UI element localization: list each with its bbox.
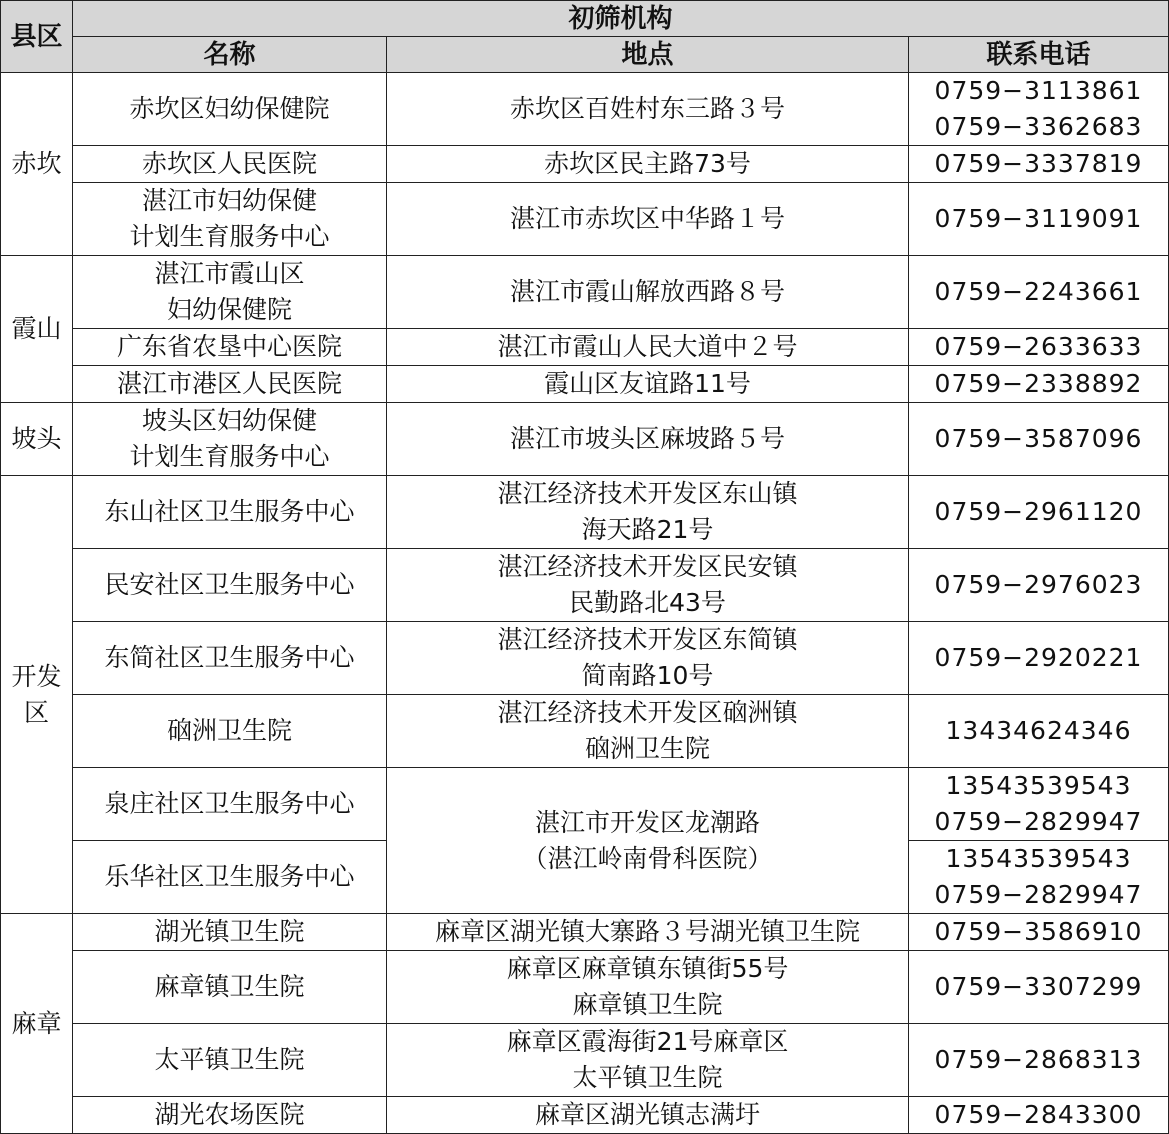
- phone-cell: 0759−2843300: [909, 1097, 1169, 1134]
- table-row: [1, 951, 1169, 1024]
- name-cell: 硇洲卫生院: [73, 695, 387, 768]
- table-row: [1, 256, 1169, 329]
- name-cell: 赤坎区妇幼保健院: [73, 73, 387, 146]
- district-cell: 坡头: [1, 403, 73, 476]
- name-cell: 泉庄社区卫生服务中心: [73, 768, 387, 841]
- address-cell: 湛江市霞山解放西路８号: [387, 256, 909, 329]
- name-cell: 麻章镇卫生院: [73, 951, 387, 1024]
- name-cell: 广东省农垦中心医院: [73, 329, 387, 366]
- address-cell: 麻章区霞海街21号麻章区 太平镇卫生院: [387, 1024, 909, 1097]
- phone-cell: 0759−2243661: [909, 256, 1169, 329]
- address-cell: 麻章区麻章镇东镇街55号 麻章镇卫生院: [387, 951, 909, 1024]
- district-cell: 麻章: [1, 914, 73, 1134]
- table-row: [1, 366, 1169, 403]
- name-cell: 东简社区卫生服务中心: [73, 622, 387, 695]
- address-cell: 赤坎区百姓村东三路３号: [387, 73, 909, 146]
- table-row: [1, 403, 1169, 476]
- phone-cell: 0759−3586910: [909, 914, 1169, 951]
- table-row: [1, 476, 1169, 549]
- table-row: [1, 183, 1169, 256]
- name-cell: 乐华社区卫生服务中心: [73, 841, 387, 914]
- table-row: [1, 1097, 1169, 1134]
- address-cell: 湛江经济技术开发区东简镇 简南路10号: [387, 622, 909, 695]
- table-row: [1, 73, 1169, 146]
- phone-cell: 0759−2920221: [909, 622, 1169, 695]
- address-cell: 湛江市坡头区麻坡路５号: [387, 403, 909, 476]
- header-group: 初筛机构: [73, 1, 1169, 37]
- address-cell: 霞山区友谊路11号: [387, 366, 909, 403]
- district-cell: 赤坎: [1, 73, 73, 256]
- address-cell: 湛江市开发区龙潮路 （湛江岭南骨科医院）: [387, 768, 909, 914]
- header-address: 地点: [387, 37, 909, 73]
- header-row-1: [1, 1, 1169, 37]
- table-row: [1, 695, 1169, 768]
- district-cell: 开发 区: [1, 476, 73, 914]
- header-row-2: [1, 37, 1169, 73]
- address-cell: 湛江市赤坎区中华路１号: [387, 183, 909, 256]
- name-cell: 湛江市霞山区 妇幼保健院: [73, 256, 387, 329]
- phone-cell: 0759−2338892: [909, 366, 1169, 403]
- phone-cell: 0759−3119091: [909, 183, 1169, 256]
- name-cell: 湛江市妇幼保健 计划生育服务中心: [73, 183, 387, 256]
- table-row: [1, 1024, 1169, 1097]
- name-cell: 赤坎区人民医院: [73, 146, 387, 183]
- header-county: 县区: [1, 1, 73, 73]
- table-row: [1, 549, 1169, 622]
- name-cell: 民安社区卫生服务中心: [73, 549, 387, 622]
- phone-cell: 0759−3307299: [909, 951, 1169, 1024]
- address-cell: 湛江经济技术开发区东山镇 海天路21号: [387, 476, 909, 549]
- phone-cell: 0759−3337819: [909, 146, 1169, 183]
- address-cell: 湛江经济技术开发区硇洲镇 硇洲卫生院: [387, 695, 909, 768]
- district-cell: 霞山: [1, 256, 73, 403]
- name-cell: 湖光镇卫生院: [73, 914, 387, 951]
- phone-cell: 13543539543 0759−2829947: [909, 768, 1169, 841]
- address-cell: 赤坎区民主路73号: [387, 146, 909, 183]
- address-cell: 湛江市霞山人民大道中２号: [387, 329, 909, 366]
- name-cell: 太平镇卫生院: [73, 1024, 387, 1097]
- phone-cell: 13543539543 0759−2829947: [909, 841, 1169, 914]
- address-cell: 麻章区湖光镇大寨路３号湖光镇卫生院: [387, 914, 909, 951]
- header-phone: 联系电话: [909, 37, 1169, 73]
- name-cell: 湛江市港区人民医院: [73, 366, 387, 403]
- phone-cell: 0759−2976023: [909, 549, 1169, 622]
- address-cell: 湛江经济技术开发区民安镇 民勤路北43号: [387, 549, 909, 622]
- table-row: [1, 146, 1169, 183]
- phone-cell: 0759−2961120: [909, 476, 1169, 549]
- phone-cell: 0759−2868313: [909, 1024, 1169, 1097]
- phone-cell: 0759−3587096: [909, 403, 1169, 476]
- table-row: [1, 914, 1169, 951]
- phone-cell: 0759−2633633: [909, 329, 1169, 366]
- table-row: [1, 622, 1169, 695]
- header-name: 名称: [73, 37, 387, 73]
- name-cell: 东山社区卫生服务中心: [73, 476, 387, 549]
- phone-cell: 13434624346: [909, 695, 1169, 768]
- name-cell: 湖光农场医院: [73, 1097, 387, 1134]
- table-row: [1, 768, 1169, 841]
- address-cell: 麻章区湖光镇志满圩: [387, 1097, 909, 1134]
- phone-cell: 0759−3113861 0759−3362683: [909, 73, 1169, 146]
- table-row: [1, 329, 1169, 366]
- name-cell: 坡头区妇幼保健 计划生育服务中心: [73, 403, 387, 476]
